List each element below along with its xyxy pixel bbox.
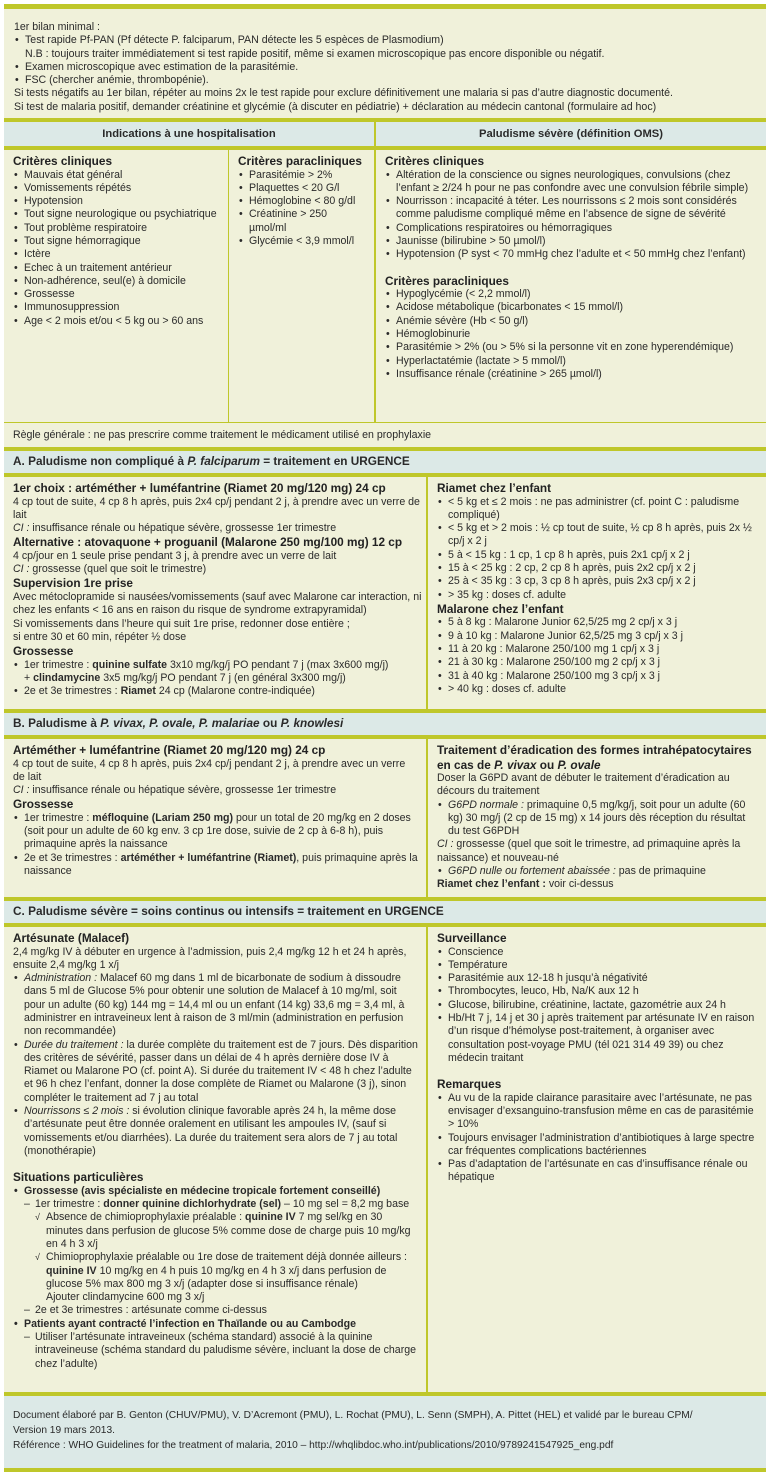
general-rule-text: Règle générale : ne pas prescrire comme traitement le médicament utilisé en prophylaxie	[13, 429, 432, 441]
text-span: 7 mg sel/kg en 30 minutes dans perfusion de glucose 5% comme dose de charge puis 10 mg/kg en 4 h 3 x/j	[46, 1211, 411, 1250]
text-span: CI :	[437, 838, 454, 851]
alternative-dose: 4 cp/jour en 1 seule prise pendant 3 j, à prendre avec un verre de lait	[13, 549, 337, 562]
list-item: • Vomissements répétés	[13, 182, 220, 195]
section-a-species: P. falciparum	[187, 454, 260, 468]
riamet-child-list	[437, 496, 758, 602]
list-item	[13, 659, 422, 686]
text-span: , puis primaquine après la naissance	[24, 851, 418, 878]
text-span: primaquine 0,5 mg/kg/j, soit pour un adulte (60 kg) 30 mg/j (2 cp de 15 mg) x 14 jours dès réception du résultat du test G6PDH	[448, 798, 746, 838]
text-span: clindamycine	[33, 671, 101, 684]
text-span: grossesse (quel que soit le trimestre, ad primaquine après la naissance) et nouveau-né	[437, 838, 741, 864]
text-span: Ajouter clindamycine 600 mg 3 x/j	[46, 1291, 205, 1304]
riamet-child-ref	[437, 878, 758, 891]
supervision-text: Avec métoclopramide si nausées/vomissements (sauf avec Malarone car interaction, ni chez les enfants < 16 ans en raison du risque de syndrome extrapyramidal)	[13, 590, 422, 617]
supervision-vomit-2: si entre 30 et 60 min, répéter ½ dose	[13, 630, 187, 643]
section-a-title: A. Paludisme non compliqué à	[13, 454, 188, 468]
list-item: • Jaunisse (bilirubine > 50 µmol/l)	[385, 235, 758, 248]
list-item: • Complications respiratoires ou hémorragiques	[385, 222, 758, 235]
text-span: 2e et 3e trimestres :	[24, 851, 121, 864]
list-item: • Mauvais état général	[13, 169, 220, 182]
section-heading: Critères paracliniques	[385, 273, 509, 288]
text-span: 24 cp (Malarone contre-indiquée)	[155, 685, 315, 698]
section-b-or: ou	[259, 716, 281, 730]
eradication-heading	[437, 743, 758, 772]
section-heading: Critères paracliniques	[238, 154, 362, 168]
special-situations-heading: Situations particulières	[13, 1170, 144, 1185]
ci-line	[437, 838, 758, 865]
quinine-list	[13, 1211, 418, 1304]
list-item: • Patients ayant contracté l’infection en Thaïlande ou au Cambodge	[13, 1318, 418, 1331]
list-item	[24, 1198, 418, 1211]
list-item: • Hypoglycémie (< 2,2 mmol/l)	[385, 288, 758, 301]
supervision-heading: Supervision 1re prise	[13, 576, 133, 591]
text-span: 10 mg/kg en 4 h puis 10 mg/kg en 4 h 3 x/j dans perfusion de glucose 5% max 800 mg 3 x/j (adapter dose si insuffisance rénale)	[46, 1264, 387, 1290]
alternative-heading: Alternative : atovaquone + proguanil (Malarone 250 mg/100 mg) 12 cp	[13, 535, 403, 550]
text-span: Riamet	[120, 685, 156, 698]
list-item: • 11 à 20 kg : Malarone 250/100 mg 1 cp/j x 3 j	[437, 643, 758, 656]
list-item: • Conscience	[437, 946, 758, 959]
intro-list-2	[14, 61, 766, 88]
dose-text: 2,4 mg/kg IV à débuter en urgence à l’admission, puis 2,4 mg/kg 12 h et 24 h après, ensuite 2,4 mg/kg 1 x/j	[13, 945, 407, 971]
text-span: 1er trimestre :	[24, 658, 93, 671]
text-span: voir ci-dessus	[545, 878, 614, 891]
section-a-header	[4, 451, 766, 473]
list-item: • 5 à < 15 kg : 1 cp, 1 cp 8 h après, puis 2x1 cp/j x 2 j	[437, 549, 758, 562]
list-item: • Examen microscopique avec estimation de la parasitémie.	[14, 61, 766, 74]
list-item: • Parasitémie > 2% (ou > 5% si la personne vit en zone hyperendémique)	[385, 341, 758, 354]
drug-heading: Artésunate (Malacef)	[13, 931, 130, 945]
intro-positive: Si test de malaria positif, demander créatinine et glycémie (à discuter en pédiatrie) + déclaration au médecin cantonal (formulaire ad hoc)	[14, 100, 657, 113]
list-item: • Toujours envisager l’administration d’antibiotiques à large spectre car fréquentes complications bactériennes	[437, 1132, 758, 1159]
g6pd-low-list	[437, 865, 758, 878]
section-b-adult-cell	[4, 739, 426, 897]
list-item: • 31 à 40 kg : Malarone 250/100 mg 3 cp/j x 3 j	[437, 670, 758, 683]
remarks-heading: Remarques	[437, 1077, 502, 1092]
list-item: • Grossesse (avis spécialiste en médecine tropicale fortement conseillé)	[13, 1185, 418, 1198]
footer-authors: Document élaboré par B. Genton (CHUV/PMU), V. D’Acremont (PMU), L. Rochat (PMU), L. Senn (SMPH), A. Pittet (HEL) et validé par le bureau CPM/	[13, 1410, 693, 1421]
text-span: Malacef 60 mg dans 1 ml de bicarbonate de sodium à dissoudre dans 5 ml de Glucose 5% pour obtenir une solution de Malacef à 10 mg/ml, soit pour un adulte (60 kg) 144 mg = 14,4 ml ou un enfant (14 kg) 33,6 mg = 3,4 ml, à administrer en intraveineux lent à raison de 3 ml/min (administration en perfusion non recommandée)	[24, 972, 405, 1038]
list-item: • Non-adhérence, seul(e) à domicile	[13, 275, 220, 288]
general-rule	[4, 423, 766, 447]
severe-paraclinical-list	[385, 288, 758, 381]
list-item: • > 40 kg : doses cf. adulte	[437, 683, 758, 696]
list-item	[13, 852, 418, 879]
text-span: quinine IV	[46, 1264, 97, 1277]
text-span: Administration :	[24, 972, 98, 985]
text-span: Chimioprophylaxie préalable ou 1re dose de traitement déjà donnée ailleurs :	[46, 1251, 407, 1264]
severe-criteria-cell	[376, 150, 766, 422]
text-span: P. vivax	[494, 757, 537, 772]
list-item	[13, 812, 418, 852]
text-span: méfloquine (Lariam 250 mg)	[92, 811, 233, 824]
bottom-border	[4, 1468, 766, 1472]
list-item: • 21 à 30 kg : Malarone 250/100 mg 2 cp/j x 3 j	[437, 656, 758, 669]
list-item: • Immunosuppression	[13, 301, 220, 314]
first-choice-ci	[13, 522, 422, 535]
section-a-title-end: = traitement en URGENCE	[259, 454, 410, 468]
first-choice-dose: 4 cp tout de suite, 4 cp 8 h après, puis 2x4 cp/j pendant 2 j, à prendre avec un verre de lait	[13, 495, 420, 521]
section-heading: Critères cliniques	[13, 154, 113, 168]
section-b-header	[4, 713, 766, 735]
list-item: – 2e et 3e trimestres : artésunate comme ci-dessus	[24, 1304, 418, 1317]
list-item: • Hémoglobinurie	[385, 328, 758, 341]
eradication-text: Doser la G6PD avant de débuter le traitement d’éradication au décours du traitement	[437, 772, 730, 798]
list-item: • Nourrisson : incapacité à téter. Les nourrissons ≤ 2 mois sont considérés comme paludisme compliqué même en l’absence de signe de sévérité	[385, 195, 758, 222]
text-span: la durée complète du traitement est de 7 jours. Dès disparition des critères de sévérité, passer dans un délai de 4 h après dernière dose IV à Riamet ou Malarone PO (cf. point A). Si durée du traitement IV < 48 h chez l’adulte et 96 h chez l’enfant, donner la dose complète de Riamet ou Malarone (3 j), sinon compléter le traitement ad 7 j au total	[24, 1038, 418, 1104]
hospital-paraclinical-cell	[229, 150, 374, 422]
criteria-header-row	[4, 122, 766, 146]
list-item: • 5 à 8 kg : Malarone Junior 62,5/25 mg 2 cp/j x 3 j	[437, 616, 758, 629]
pregnancy-heading: Grossesse	[13, 644, 74, 659]
list-item: • Anémie sévère (Hb < 50 g/l)	[385, 315, 758, 328]
list-item: • Tout problème respiratoire	[13, 222, 220, 235]
g6pd-normal-list	[437, 799, 758, 839]
list-item	[35, 1251, 418, 1304]
text-span: artéméther + luméfantrine (Riamet)	[120, 851, 297, 864]
section-a-adult-cell	[4, 477, 426, 709]
text-span: si évolution clinique favorable après 24 h, la même dose d’artésunate peut être donnée oralement en utilisant les ampoules IV, (sauf si vomissements et/ou diarrhées). La durée du traitement sera alors de 7 j au total (monothérapie)	[24, 1105, 398, 1157]
list-item: • FSC (chercher anémie, thrombopénie).	[14, 74, 766, 87]
text-span: insuffisance rénale ou hépatique sévère, grossesse 1er trimestre	[29, 784, 337, 797]
footer-version: Version 19 mars 2013.	[13, 1425, 115, 1436]
text-span: 3x5 mg/kg/j PO pendant 7 j (en général 3x300 mg/j)	[100, 671, 346, 684]
list-item: • Thrombocytes, leuco, Hb, Na/K aux 12 h	[437, 985, 758, 998]
list-item: • Grossesse	[13, 288, 220, 301]
section-b-species: P. vivax, P. ovale, P. malariae	[100, 716, 260, 730]
list-item: – Utiliser l’artésunate intraveineux (schéma standard) associé à la quinine intraveineuse (schéma standard du paludisme sévère, incluant la dose de charge chez l’adulte)	[24, 1331, 418, 1371]
alternative-ci	[13, 563, 422, 576]
hospital-clinical-cell	[4, 150, 228, 422]
section-c-title: C. Paludisme sévère = soins continus ou intensifs = traitement en URGENCE	[13, 904, 444, 918]
section-c-treatment-cell	[4, 927, 426, 1392]
list-item: • < 5 kg et ≤ 2 mois : ne pas administrer (cf. point C : paludisme compliqué)	[437, 496, 758, 523]
list-item: • Echec à un traitement antérieur	[13, 262, 220, 275]
dose-text: 4 cp tout de suite, 4 cp 8 h après, puis 2x4 cp/j pendant 2 j, à prendre avec un verre de lait	[13, 757, 406, 783]
list-item: • Parasitémie aux 12-18 h jusqu’à négativité	[437, 972, 758, 985]
list-item: • Hypotension	[13, 195, 220, 208]
thai-detail-list	[13, 1331, 418, 1371]
text-span: quinine IV	[245, 1211, 296, 1224]
text-span: Nourrissons ≤ 2 mois :	[24, 1105, 130, 1118]
text-span: Absence de chimioprophylaxie préalable :	[46, 1211, 246, 1224]
section-b-species-2: P. knowlesi	[280, 716, 344, 730]
footer-reference: Référence : WHO Guidelines for the treatment of malaria, 2010 – http://whqlibdoc.who.int/publications/2010/9789241547925_eng.pdf	[13, 1440, 614, 1451]
text-span: 3x10 mg/kg/j PO pendant 7 j (max 3x600 mg/j)	[167, 658, 389, 671]
ci-line	[13, 784, 418, 797]
intro-list	[14, 34, 766, 47]
text-span: – 10 mg sel = 8,2 mg base	[281, 1198, 410, 1211]
section-a-child-cell	[428, 477, 766, 709]
list-item: • Age < 2 mois et/ou < 5 kg ou > 60 ans	[13, 315, 220, 328]
list-item: • Parasitémie > 2%	[238, 169, 366, 182]
list-item	[437, 865, 758, 878]
ci-text: insuffisance rénale ou hépatique sévère, grossesse 1er trimestre	[29, 522, 337, 535]
intro-repeat: Si tests négatifs au 1er bilan, répéter au moins 2x le test rapide pour exclure définitivement une malaria si pas d’autre diagnostic documenté.	[14, 87, 673, 100]
text-span: ou	[536, 757, 558, 772]
surveillance-heading: Surveillance	[437, 931, 507, 945]
intro-nb: N.B : toujours traiter immédiatement si test rapide positif, même si examen microscopique pas encore disponible ou négatif.	[25, 47, 605, 60]
list-item: • Glycémie < 3,9 mmol/l	[238, 235, 366, 248]
list-item: • Pas d’adaptation de l’artésunate en cas d’insuffisance rénale ou hépatique	[437, 1158, 758, 1185]
list-item: • Hypotension (P syst < 70 mmHg chez l’adulte et < 50 mmHg chez l’enfant)	[385, 248, 758, 261]
list-item: • Hb/Ht 7 j, 14 j et 30 j après traitement par artésunate IV en raison d’un risque d’hémolyse post-traitement, à organiser avec consultation post-voyage PMU (tél 021 314 49 39) ou chez médecin traitant	[437, 1012, 758, 1065]
text-span: pas de primaquine	[615, 865, 706, 878]
list-item: • Plaquettes < 20 G/l	[238, 182, 366, 195]
text-span: pour un total de 20 mg/kg en 2 doses (soit pour un adulte de 60 kg env. 3 cp 1re dose, suivie de 2 cp à 6-8 h), puis primaquine après la naissance	[24, 811, 411, 851]
text-span: CI :	[13, 784, 30, 797]
text-span: P. ovale	[557, 757, 601, 772]
list-item	[13, 1039, 418, 1105]
text-span: G6PD nulle ou fortement abaissée :	[448, 865, 616, 878]
list-item: • Tout signe hémorragique	[13, 235, 220, 248]
ci-label: CI :	[13, 522, 30, 535]
section-heading: Critères cliniques	[385, 154, 485, 168]
text-span: +	[24, 671, 34, 684]
text-span: Durée du traitement :	[24, 1038, 124, 1051]
list-item	[13, 972, 418, 1038]
list-item: • 25 à < 35 kg : 3 cp, 3 cp 8 h après, puis 2x3 cp/j x 2 j	[437, 575, 758, 588]
text-span: 1er trimestre :	[24, 811, 93, 824]
list-item	[35, 1211, 418, 1251]
pregnancy-list	[13, 812, 418, 878]
list-item: • Au vu de la rapide clairance parasitaire avec l’artésunate, ne pas envisager d’exsanguino-transfusion même en cas de parasitémie > 10%	[437, 1092, 758, 1132]
pregnancy-trimester-list	[13, 1198, 418, 1211]
section-b-title: B. Paludisme à	[13, 716, 101, 730]
list-item: • Acidose métabolique (bicarbonates < 15 mmol/l)	[385, 301, 758, 314]
footer	[4, 1396, 766, 1468]
list-item: • Hyperlactatémie (lactate > 5 mmol/l)	[385, 355, 758, 368]
text-span: 1er trimestre :	[35, 1198, 104, 1211]
list-item: • Altération de la conscience ou signes neurologiques, convulsions (chez l’enfant ≥ 2/24 h pour ne pas confondre avec une convulsion fébrile simple)	[385, 169, 758, 196]
severe-header: Paludisme sévère (définition OMS)	[478, 128, 663, 140]
list-item: • Créatinine > 250 µmol/ml	[238, 208, 366, 235]
pregnancy-heading: Grossesse	[13, 797, 74, 812]
section-c-header	[4, 901, 766, 923]
special-list	[13, 1185, 418, 1198]
trimester-23-list	[13, 1304, 418, 1317]
ci-text: grossesse (quel que soit le trimestre)	[29, 563, 207, 576]
text-span: quinine sulfate	[92, 658, 168, 671]
section-b-eradication-cell	[428, 739, 766, 897]
text-span: Traitement d’éradication des formes intrahépatocytaires en cas de	[437, 743, 752, 772]
list-item: • Glucose, bilirubine, créatinine, lactate, gazométrie aux 24 h	[437, 999, 758, 1012]
list-item: • Tout signe neurologique ou psychiatrique	[13, 208, 220, 221]
text-span: Riamet chez l’enfant :	[437, 878, 546, 891]
list-item	[13, 685, 422, 698]
list-item: • Insuffisance rénale (créatinine > 265 µmol/l)	[385, 368, 758, 381]
text-span: 2e et 3e trimestres :	[24, 685, 121, 698]
pregnancy-list	[13, 659, 422, 699]
hospital-clinical-list	[13, 169, 220, 329]
malarone-child-list	[437, 616, 758, 696]
first-choice-heading: 1er choix : artéméther + luméfantrine (Riamet 20 mg/120 mg) 24 cp	[13, 481, 386, 495]
riamet-child-heading: Riamet chez l’enfant	[437, 481, 552, 495]
list-item: • Hémoglobine < 80 g/dl	[238, 195, 366, 208]
thai-list	[13, 1318, 418, 1331]
remarks-list	[437, 1092, 758, 1185]
intro-panel	[4, 9, 766, 118]
treatment-details-list	[13, 972, 418, 1158]
list-item	[13, 1105, 418, 1158]
severe-clinical-list	[385, 169, 758, 262]
list-item: • < 5 kg et > 2 mois : ½ cp tout de suite, ½ cp 8 h après, puis 2x ½ cp/j x 2 j	[437, 522, 758, 549]
intro-title: 1er bilan minimal :	[14, 21, 100, 33]
list-item: • 9 à 10 kg : Malarone Junior 62,5/25 mg 3 cp/j x 3 j	[437, 630, 758, 643]
list-item: • 15 à < 25 kg : 2 cp, 2 cp 8 h après, puis 2x2 cp/j x 2 j	[437, 562, 758, 575]
hospital-header: Indications à une hospitalisation	[102, 128, 276, 140]
malarone-child-heading: Malarone chez l’enfant	[437, 601, 564, 616]
supervision-vomit: Si vomissements dans l’heure qui suit 1re prise, redonner dose entière ;	[13, 617, 350, 630]
list-item: • Test rapide Pf-PAN (Pf détecte P. falciparum, PAN détecte les 5 espèces de Plasmodium)	[14, 34, 766, 47]
list-item	[437, 799, 758, 839]
drug-heading: Artéméther + luméfantrine (Riamet 20 mg/120 mg) 24 cp	[13, 743, 326, 757]
list-item: • Ictère	[13, 248, 220, 261]
text-span: donner quinine dichlorhydrate (sel)	[103, 1198, 282, 1211]
section-c-monitoring-cell	[428, 927, 766, 1392]
surveillance-list	[437, 946, 758, 1066]
ci-label: CI :	[13, 563, 30, 576]
text-span: G6PD normale :	[448, 798, 524, 811]
list-item: • > 35 kg : doses cf. adulte	[437, 589, 758, 602]
list-item: • Température	[437, 959, 758, 972]
hospital-paraclinical-list	[238, 169, 366, 249]
